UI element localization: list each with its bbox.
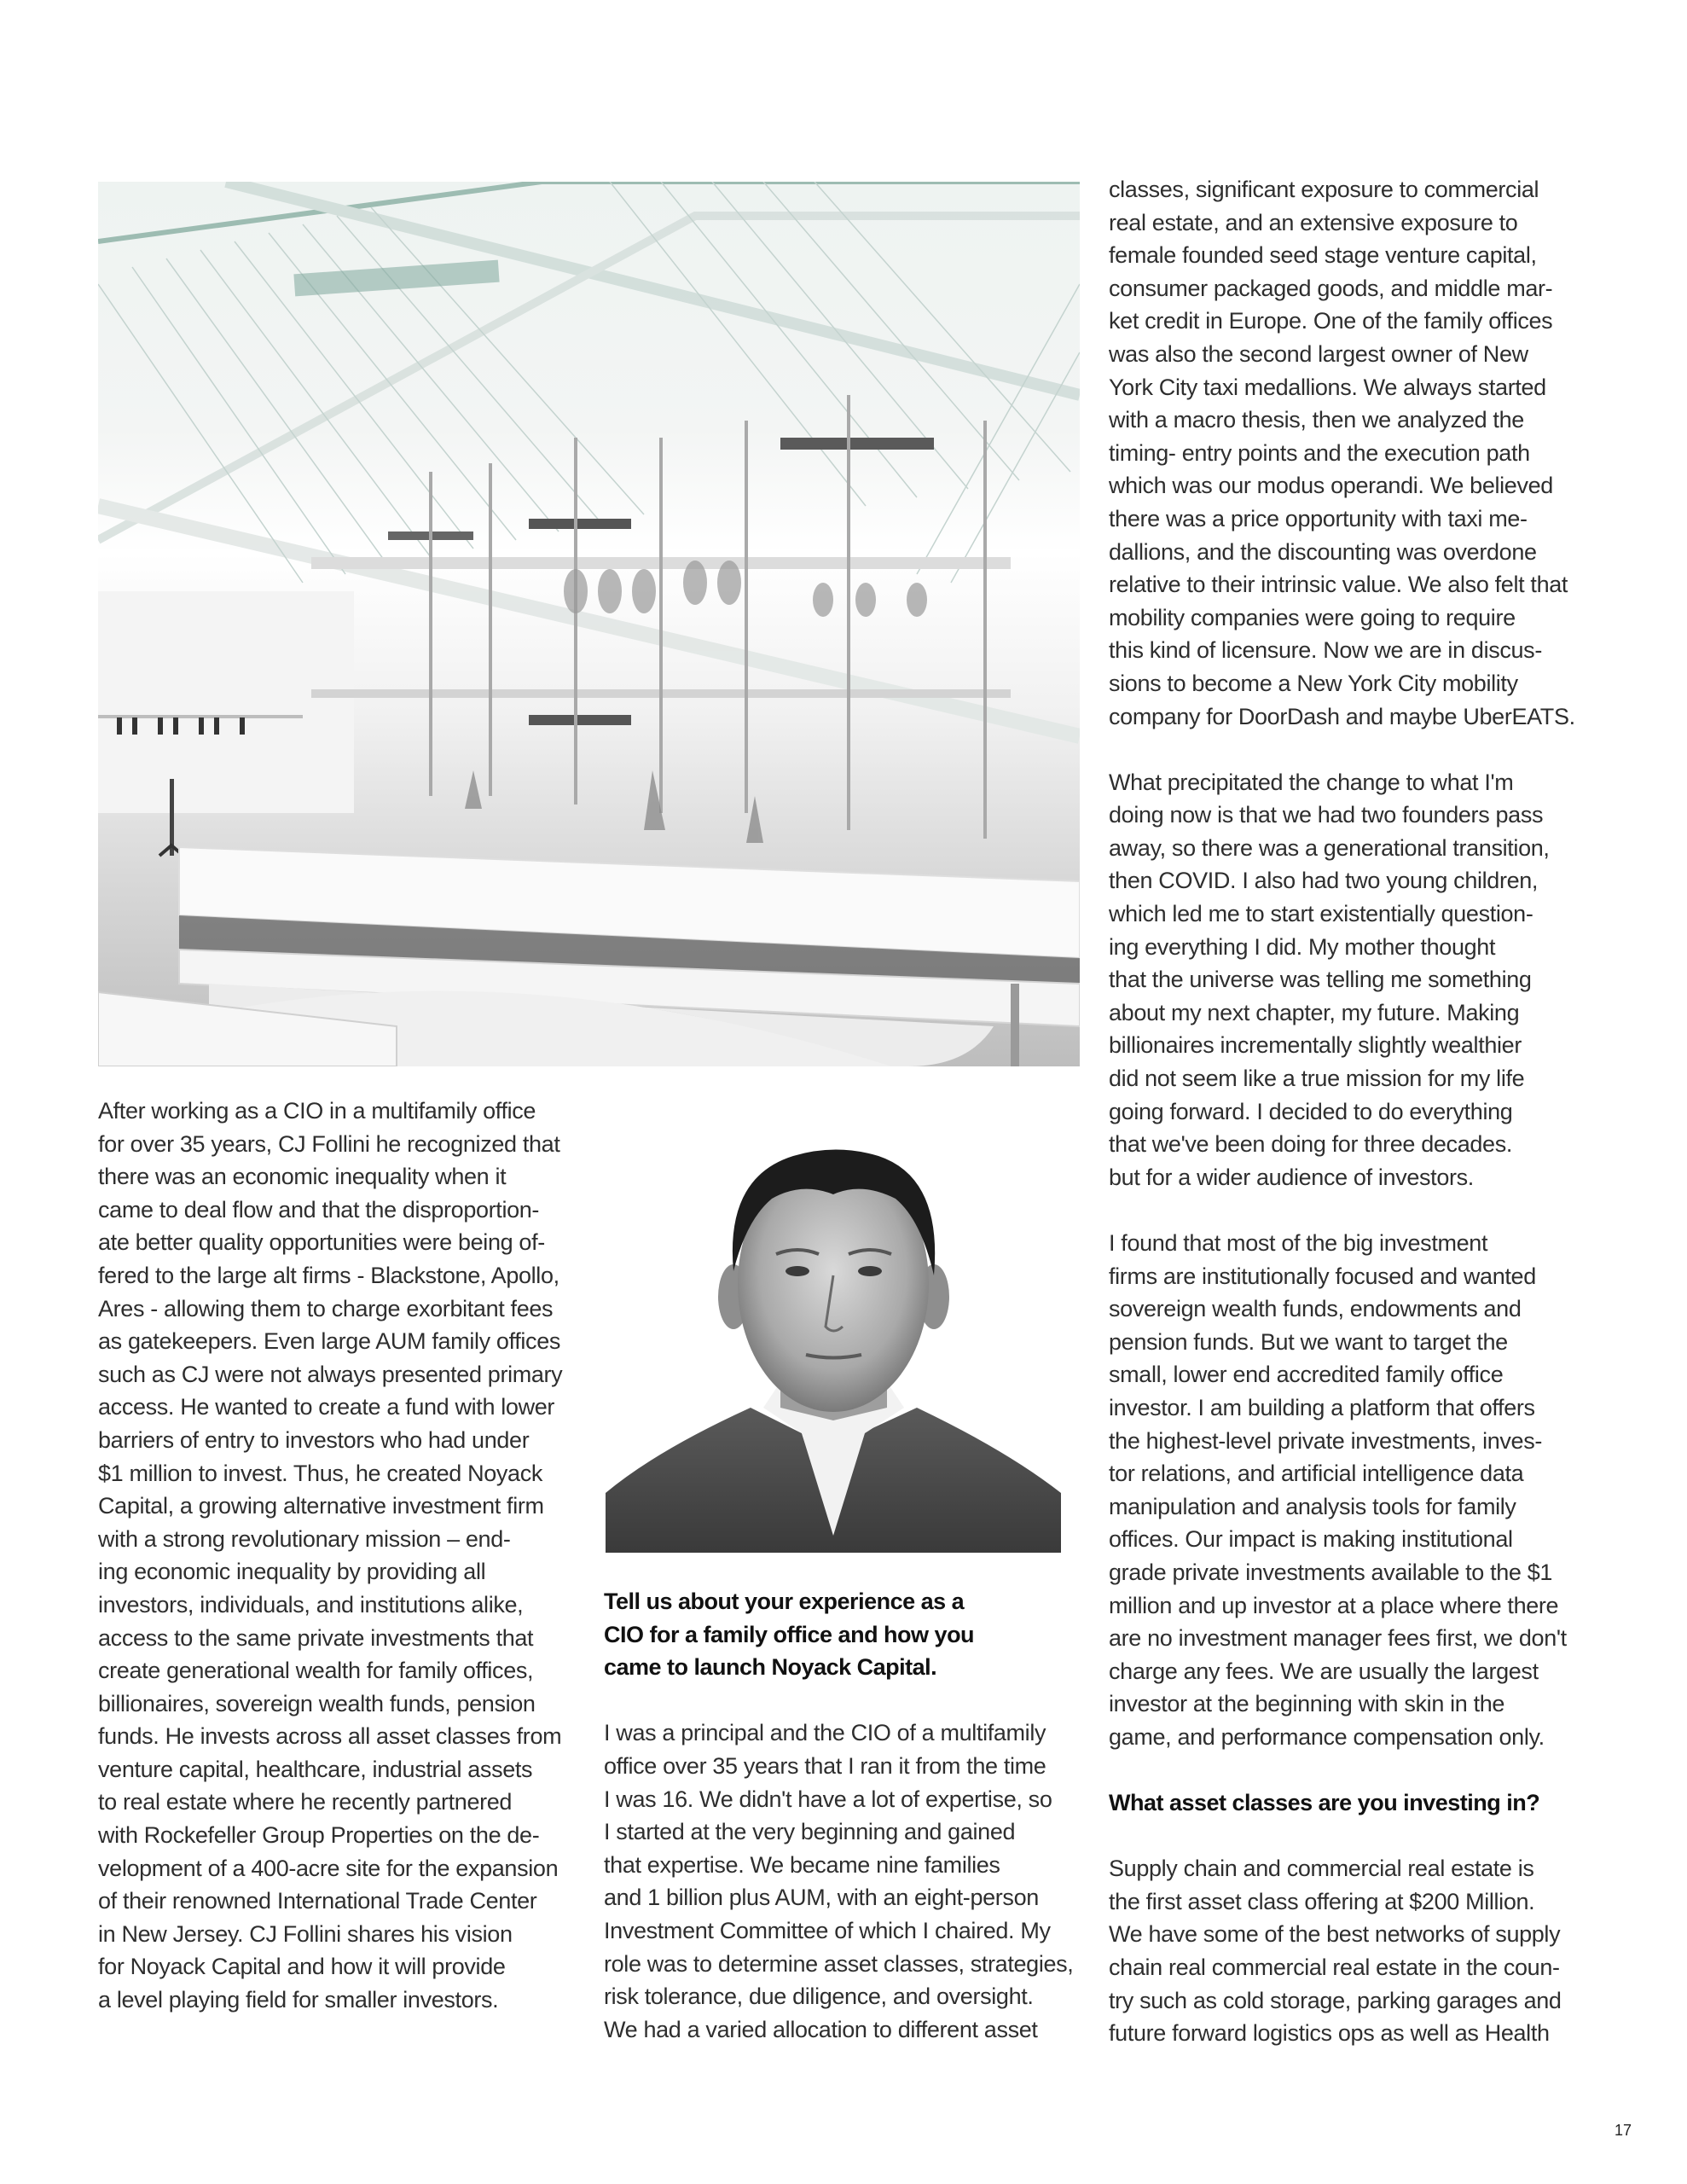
text-line: consumer packaged goods, and middle mar- bbox=[1109, 275, 1553, 301]
text-line: that the universe was telling me something bbox=[1109, 967, 1532, 993]
text-line: office over 35 years that I ran it from the time bbox=[604, 1752, 1046, 1779]
hero-lab-image bbox=[98, 182, 1080, 1066]
text-line: role was to determine asset classes, strategies, bbox=[604, 1950, 1074, 1977]
text-line: investors, individuals, and institutions alike, bbox=[98, 1591, 524, 1618]
text-line: I found that most of the big investment bbox=[1109, 1230, 1488, 1256]
text-line: came to deal flow and that the disproportion- bbox=[98, 1196, 540, 1223]
question-heading-2 bbox=[1109, 1786, 1595, 1820]
question-heading-1 bbox=[604, 1585, 1090, 1684]
text-line: billionaires, sovereign wealth funds, pension bbox=[98, 1690, 536, 1716]
text-line: ate better quality opportunities were being of- bbox=[98, 1229, 545, 1256]
text-line: about my next chapter, my future. Making bbox=[1109, 999, 1520, 1025]
glassware-racks bbox=[311, 395, 1011, 843]
text-line: charge any fees. We are usually the largest bbox=[1109, 1658, 1539, 1684]
text-line: risk tolerance, due diligence, and oversight. bbox=[604, 1984, 1034, 2010]
intro-column bbox=[98, 1095, 584, 2017]
text-line: create generational wealth for family offices, bbox=[98, 1658, 534, 1684]
text-line: CIO for a family office and how you bbox=[604, 1621, 975, 1647]
text-line: I was 16. We didn't have a lot of expertise, so bbox=[604, 1786, 1052, 1812]
text-line: the highest-level private investments, inves- bbox=[1109, 1427, 1542, 1454]
text-line: that expertise. We became nine families bbox=[604, 1851, 1000, 1878]
text-line: came to launch Noyack Capital. bbox=[604, 1654, 937, 1681]
text-line: We had a varied allocation to different asset bbox=[604, 2016, 1038, 2042]
text-line: sions to become a New York City mobility bbox=[1109, 670, 1518, 696]
text-line: firms are institutionally focused and wanted bbox=[1109, 1263, 1536, 1289]
text-line: York City taxi medallions. We always started bbox=[1109, 374, 1546, 400]
text-line: doing now is that we had two founders pass bbox=[1109, 802, 1544, 828]
text-line: funds. He invests across all asset classes from bbox=[98, 1723, 562, 1750]
text-line: grade private investments available to the $1 bbox=[1109, 1559, 1553, 1585]
text-line: try such as cold storage, parking garages and bbox=[1109, 1987, 1562, 2013]
portrait-photo bbox=[606, 1126, 1061, 1553]
left-eye bbox=[786, 1266, 809, 1276]
text-line: I was a principal and the CIO of a multifamily bbox=[604, 1720, 1046, 1746]
text-line: relative to their intrinsic value. We also felt that bbox=[1109, 572, 1568, 598]
page-number: 17 bbox=[1615, 2122, 1632, 2139]
text-line: mobility companies were going to require bbox=[1109, 604, 1516, 630]
text-line: which was our modus operandi. We believed bbox=[1109, 473, 1553, 499]
answer-paragraph-1-continued bbox=[1109, 173, 1595, 733]
text-line: small, lower end accredited family office bbox=[1109, 1362, 1504, 1388]
text-line: chain real commercial real estate in the coun- bbox=[1109, 1955, 1560, 1981]
text-line: in New Jersey. CJ Follini shares his vision bbox=[98, 1920, 513, 1947]
text-line: Ares - allowing them to charge exorbitant fees bbox=[98, 1295, 554, 1321]
answer-paragraph-2 bbox=[1109, 766, 1595, 1194]
text-line: fered to the large alt firms - Blackstone, Apollo, bbox=[98, 1262, 559, 1288]
text-line: with a macro thesis, then we analyzed the bbox=[1109, 407, 1524, 433]
text-line: ing everything I did. My mother thought bbox=[1109, 933, 1496, 960]
text-line: there was an economic inequality when it bbox=[98, 1164, 507, 1190]
answer-paragraph-1 bbox=[604, 1716, 1090, 2046]
text-line: but for a wider audience of investors. bbox=[1109, 1164, 1474, 1190]
text-line: for Noyack Capital and how it will provide bbox=[98, 1954, 506, 1980]
text-line: are no investment manager fees first, we don't bbox=[1109, 1625, 1567, 1652]
middle-column bbox=[604, 1585, 1090, 2046]
text-line: access to the same private investments that bbox=[98, 1624, 534, 1651]
text-line: dallions, and the discounting was overdone bbox=[1109, 538, 1537, 565]
text-line: female founded seed stage venture capital, bbox=[1109, 242, 1537, 269]
text-line: tor relations, and artificial intelligence data bbox=[1109, 1461, 1524, 1487]
text-line: ing economic inequality by providing all bbox=[98, 1559, 486, 1585]
text-line: that we've been doing for three decades. bbox=[1109, 1131, 1512, 1158]
text-line: for over 35 years, CJ Follini he recognized that bbox=[98, 1130, 560, 1157]
text-line: After working as a CIO in a multifamily office bbox=[98, 1098, 536, 1124]
text-line: game, and performance compensation only. bbox=[1109, 1723, 1545, 1750]
text-line: with a strong revolutionary mission – end- bbox=[98, 1525, 511, 1552]
text-line: this kind of licensure. Now we are in discus- bbox=[1109, 637, 1542, 664]
text-line: company for DoorDash and maybe UberEATS. bbox=[1109, 703, 1575, 729]
text-line: I started at the very beginning and gained bbox=[604, 1819, 1016, 1845]
answer-paragraph-4 bbox=[1109, 1852, 1595, 2050]
lab-illustration bbox=[98, 182, 1080, 1066]
text-line: a level playing field for smaller investors. bbox=[98, 1987, 499, 2013]
text-line: manipulation and analysis tools for family bbox=[1109, 1493, 1516, 1519]
text-line: barriers of entry to investors who had under bbox=[98, 1426, 530, 1453]
text-line: then COVID. I also had two young children, bbox=[1109, 868, 1539, 894]
text-line: million and up investor at a place where there bbox=[1109, 1592, 1559, 1618]
text-line: the first asset class offering at $200 Million. bbox=[1109, 1888, 1535, 1914]
text-line: classes, significant exposure to commercial bbox=[1109, 177, 1539, 202]
text-line: going forward. I decided to do everything bbox=[1109, 1098, 1513, 1124]
text-line: of their renowned International Trade Center bbox=[98, 1888, 537, 1914]
text-line: access. He wanted to create a fund with lower bbox=[98, 1394, 555, 1420]
text-line: velopment of a 400-acre site for the expansion bbox=[98, 1855, 559, 1881]
text-line: investor. I am building a platform that offers bbox=[1109, 1394, 1535, 1420]
text-line: away, so there was a generational transition, bbox=[1109, 834, 1550, 861]
text-line: Supply chain and commercial real estate is bbox=[1109, 1856, 1534, 1882]
text-line: with Rockefeller Group Properties on the de- bbox=[98, 1822, 540, 1849]
back-wall bbox=[98, 591, 354, 813]
text-line: there was a price opportunity with taxi me- bbox=[1109, 505, 1528, 531]
text-line: to real estate where he recently partnered bbox=[98, 1789, 513, 1815]
text-line: billionaires incrementally slightly wealthier bbox=[1109, 1032, 1522, 1059]
text-line: was also the second largest owner of New bbox=[1109, 340, 1528, 367]
right-eye bbox=[858, 1266, 882, 1276]
text-line: What precipitated the change to what I'm bbox=[1109, 769, 1514, 795]
text-line: offices. Our impact is making institutional bbox=[1109, 1526, 1513, 1553]
text-line: Capital, a growing alternative investment firm bbox=[98, 1493, 544, 1519]
text-line: venture capital, healthcare, industrial assets bbox=[98, 1756, 533, 1782]
text-line: such as CJ were not always presented primary bbox=[98, 1361, 563, 1387]
text-line: and 1 billion plus AUM, with an eight-person bbox=[604, 1885, 1039, 1911]
text-line: which led me to start existentially question- bbox=[1109, 901, 1533, 927]
text-line: timing- entry points and the execution path bbox=[1109, 439, 1530, 466]
text-line: as gatekeepers. Even large AUM family offices bbox=[98, 1328, 561, 1355]
roof-glass-panel bbox=[293, 260, 499, 297]
text-line: did not seem like a true mission for my life bbox=[1109, 1066, 1525, 1092]
text-line: investor at the beginning with skin in the bbox=[1109, 1691, 1505, 1717]
text-line: Tell us about your experience as a bbox=[604, 1589, 965, 1614]
text-line: real estate, and an extensive exposure to bbox=[1109, 209, 1518, 235]
text-line: ket credit in Europe. One of the family offices bbox=[1109, 308, 1553, 334]
text-line: What asset classes are you investing in? bbox=[1109, 1790, 1540, 1816]
intro-paragraph bbox=[98, 1095, 584, 2017]
portrait-illustration bbox=[606, 1126, 1061, 1553]
right-column bbox=[1109, 173, 1595, 2050]
answer-paragraph-3 bbox=[1109, 1227, 1595, 1754]
text-line: pension funds. But we want to target the bbox=[1109, 1328, 1508, 1355]
text-line: future forward logistics ops as well as Health bbox=[1109, 2020, 1550, 2047]
text-line: We have some of the best networks of supply bbox=[1109, 1921, 1561, 1948]
text-line: sovereign wealth funds, endowments and bbox=[1109, 1296, 1522, 1322]
text-line: Investment Committee of which I chaired. My bbox=[604, 1917, 1051, 1943]
text-line: $1 million to invest. Thus, he created Noyack bbox=[98, 1460, 543, 1486]
